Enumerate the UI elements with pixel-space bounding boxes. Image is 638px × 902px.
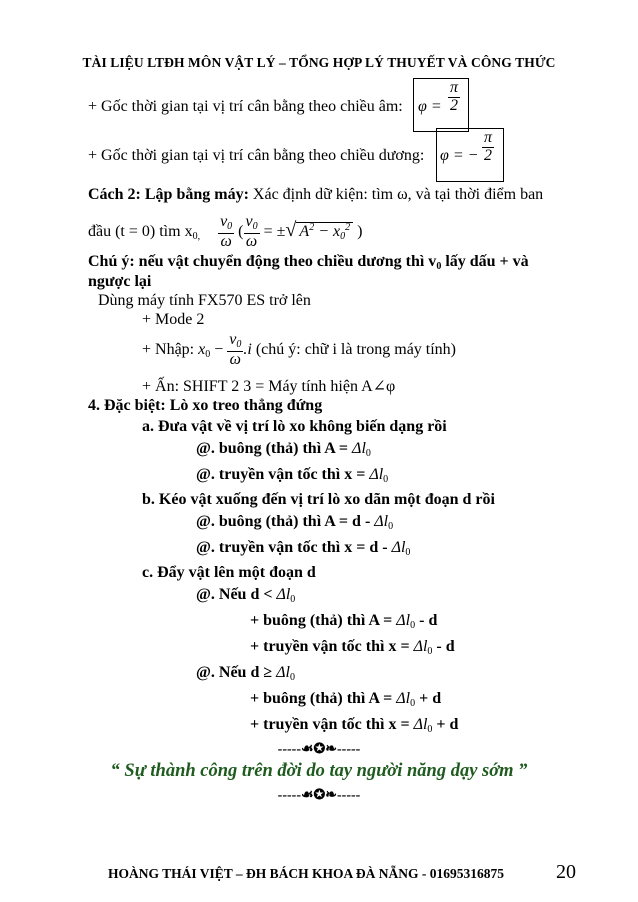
c2b-tail: + d bbox=[432, 716, 459, 733]
denominator: ω bbox=[245, 232, 258, 250]
minus-text: − bbox=[314, 222, 333, 240]
case-a: a. Đưa vật về vị trí lò xo không biến dạng rồi bbox=[142, 418, 447, 435]
numerator bbox=[244, 214, 260, 234]
delta-l: Δl bbox=[369, 466, 384, 483]
input-note: (chú ý: chữ i là trong máy tính) bbox=[255, 340, 457, 358]
fraction-pi-over-2 bbox=[448, 80, 460, 115]
i-text: .i bbox=[243, 340, 252, 358]
numerator: π bbox=[450, 79, 459, 96]
delta-l-sub: 0 bbox=[289, 672, 295, 683]
c-if2-text: @. Nếu d ≥ bbox=[196, 664, 277, 681]
special-heading: 4. Đặc biệt: Lò xo treo thẳng đứng bbox=[88, 397, 323, 414]
delta-l-sub: 0 bbox=[427, 646, 433, 657]
sqrt-content bbox=[296, 222, 353, 240]
initial-text: đầu (t = 0) tìm x bbox=[88, 222, 193, 240]
note-sub: 0 bbox=[436, 261, 442, 272]
paren-open: ( bbox=[238, 222, 244, 240]
v-sub: 0 bbox=[252, 221, 258, 232]
v-text: v bbox=[220, 213, 228, 230]
delta-l-sub: 0 bbox=[405, 547, 411, 558]
note-line bbox=[88, 253, 529, 272]
c1b-tail: - d bbox=[432, 638, 455, 655]
press-line: + Ấn: SHIFT 2 3 = Máy tính hiện A∠φ bbox=[142, 378, 396, 395]
numerator bbox=[218, 214, 234, 234]
c1b-text: + truyền vận tốc thì x = bbox=[250, 638, 414, 655]
delta-l-sub: 0 bbox=[365, 448, 371, 459]
a2-line bbox=[196, 466, 388, 485]
numerator bbox=[227, 332, 243, 352]
c-if2-line bbox=[196, 664, 295, 683]
denominator: ω bbox=[220, 232, 232, 250]
v-text: v bbox=[229, 331, 237, 348]
mode-line: + Mode 2 bbox=[142, 311, 205, 328]
eq-text: = bbox=[426, 98, 442, 115]
a2-text: @. truyền vận tốc thì x = bbox=[196, 466, 370, 483]
numerator: π bbox=[484, 129, 493, 146]
a1-line bbox=[196, 440, 371, 459]
delta-l: Δl bbox=[413, 716, 428, 733]
input-line bbox=[142, 332, 456, 368]
a1-text: @. buông (thả) thì A = bbox=[196, 440, 353, 457]
x-text: x bbox=[332, 222, 341, 240]
sqrt-icon: √ bbox=[285, 218, 297, 241]
phi-text: φ bbox=[440, 147, 449, 164]
delta-l: Δl bbox=[374, 513, 389, 530]
fraction-v0-omega-2 bbox=[244, 214, 260, 250]
c1a-line bbox=[250, 612, 437, 631]
method2-line bbox=[88, 186, 543, 204]
note-text: lấy dấu + và bbox=[441, 253, 529, 270]
pm-text: = ± bbox=[259, 222, 286, 240]
separator-bottom: -----☙✪❧----- bbox=[277, 788, 361, 803]
page-header: TÀI LIỆU LTĐH MÔN VẬT LÝ – TỔNG HỢP LÝ THUYẾT VÀ CÔNG THỨC bbox=[82, 55, 556, 70]
delta-l-sub: 0 bbox=[388, 521, 394, 532]
v-sub: 0 bbox=[227, 221, 233, 232]
case-b: b. Kéo vật xuống đến vị trí lò xo dãn một đoạn d rồi bbox=[142, 491, 495, 508]
x-sub: 0 bbox=[340, 230, 346, 242]
eq-text: = bbox=[448, 147, 468, 164]
method2-label: Cách 2: Lập bằng máy: bbox=[88, 186, 249, 203]
delta-l-sub: 0 bbox=[410, 620, 416, 631]
delta-l: Δl bbox=[352, 440, 366, 457]
fraction bbox=[448, 80, 460, 115]
fraction-v0-omega-3 bbox=[227, 332, 243, 368]
denominator: 2 bbox=[484, 146, 492, 164]
delta-l-sub: 0 bbox=[383, 474, 389, 485]
A-text: A bbox=[299, 222, 310, 240]
origin-positive-line bbox=[88, 147, 424, 165]
delta-l: Δl bbox=[276, 664, 290, 681]
input-label: + Nhập: bbox=[142, 340, 195, 358]
A-sup: 2 bbox=[309, 221, 315, 233]
delta-l-sub: 0 bbox=[427, 724, 433, 735]
c2a-line bbox=[250, 690, 441, 709]
b1-line bbox=[196, 513, 393, 532]
c1a-text: + buông (thả) thì A = bbox=[250, 612, 397, 629]
c2a-text: + buông (thả) thì A = bbox=[250, 690, 397, 707]
c2a-tail: + d bbox=[415, 690, 442, 707]
c2b-line bbox=[250, 716, 458, 735]
delta-l: Δl bbox=[396, 690, 411, 707]
origin-positive-text: + Gốc thời gian tại vị trí cân bằng theo chiều dương: bbox=[88, 147, 425, 164]
origin-negative-text: + Gốc thời gian tại vị trí cân bằng theo chiều âm: bbox=[88, 98, 403, 115]
phi-symbol-2 bbox=[440, 147, 478, 165]
delta-l-sub: 0 bbox=[410, 698, 416, 709]
denominator: ω bbox=[229, 350, 241, 368]
delta-l: Δl bbox=[413, 638, 428, 655]
method2-text: Xác định dữ kiện: tìm ω, và tại thời điểm ban bbox=[248, 186, 544, 203]
phi-symbol bbox=[418, 98, 442, 116]
delta-l: Δl bbox=[396, 612, 411, 629]
minus-text: − bbox=[467, 147, 479, 164]
note-cont: ngược lại bbox=[88, 273, 152, 290]
x-text: x bbox=[198, 340, 206, 358]
separator-top: -----☙✪❧----- bbox=[277, 742, 361, 757]
delta-l-sub: 0 bbox=[290, 594, 296, 605]
note-label: Chú ý: nếu vật chuyển động theo chiều dương thì v bbox=[88, 253, 437, 270]
c1b-line bbox=[250, 638, 455, 657]
initial-line bbox=[88, 214, 362, 250]
x-sub: 0 bbox=[205, 348, 211, 360]
quote: “ Sự thành công trên đời do tay người năng dạy sớm ” bbox=[110, 761, 528, 781]
delta-l: Δl bbox=[276, 586, 291, 603]
denominator: 2 bbox=[450, 96, 458, 114]
b1-text: @. buông (thả) thì A = d - bbox=[196, 513, 375, 530]
c1a-tail: - d bbox=[415, 612, 438, 629]
page-footer: HOÀNG THÁI VIỆT – ĐH BÁCH KHOA ĐÀ NẴNG - 01695316875 bbox=[108, 866, 505, 881]
b2-line bbox=[196, 539, 410, 558]
page-number: 20 bbox=[556, 861, 576, 883]
phi-text: φ bbox=[418, 98, 427, 115]
c-if1-text: @. Nếu d < bbox=[196, 586, 277, 603]
origin-negative-line bbox=[88, 98, 403, 116]
x-sup: 2 bbox=[345, 221, 351, 233]
paren-close: ) bbox=[357, 222, 363, 240]
fraction-neg-pi-over-2 bbox=[482, 130, 494, 165]
v-text: v bbox=[245, 213, 253, 230]
case-c: c. Đẩy vật lên một đoạn d bbox=[142, 564, 316, 581]
delta-l: Δl bbox=[391, 539, 406, 556]
fraction bbox=[482, 130, 494, 165]
minus-text: − bbox=[210, 340, 228, 358]
calc-line: Dùng máy tính FX570 ES trở lên bbox=[98, 292, 311, 309]
b2-text: @. truyền vận tốc thì x = d - bbox=[196, 539, 392, 556]
fraction-v0-omega bbox=[218, 214, 234, 250]
c-if1-line bbox=[196, 586, 295, 605]
initial-sub: 0, bbox=[192, 230, 201, 242]
v-sub: 0 bbox=[236, 339, 242, 350]
c2b-text: + truyền vận tốc thì x = bbox=[250, 716, 414, 733]
